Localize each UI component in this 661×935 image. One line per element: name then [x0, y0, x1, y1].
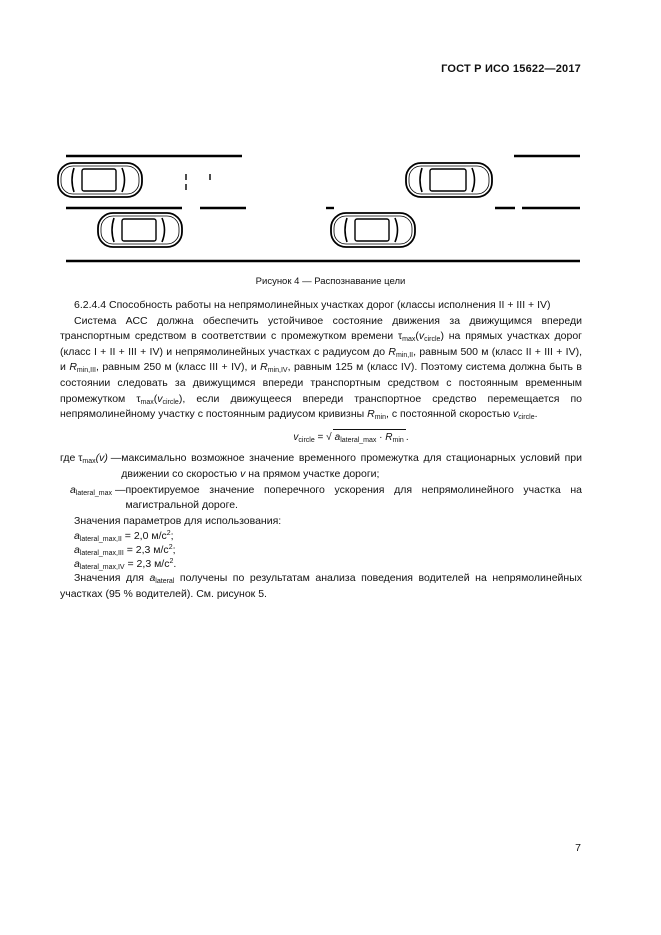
sqrt-content: $a_{lateral\_max} \cdot R_{min}$ [333, 429, 406, 446]
definition-tau-max: где $\tau_{max}(v)$ — максимально возможное значение временного промежутка для стационарных условий при движении со скоростью v на прямом участке дороги; [60, 452, 582, 480]
car-icon-top-right [406, 163, 492, 197]
car-icon-top-left [58, 163, 142, 197]
paragraph-acc-requirements: Система АСС должна обеспечить устойчивое состояние движения за движущимся впереди транспортным средством в соответствии с промежутком времени $\tau_{max}(v_{circle})$ на прямых участках дорог (класс I + II + III + IV) и непрямолинейных участках с радиусом до $R_{min,II}$, равным 500 м (класс II + III + IV), и $R_{min,III}$, равным 250 м (класс III + IV), и $R_{min,IV}$, равным 125 м (класс IV). Поэтому система должна быть в состоянии следовать за движущимся впереди транспортным средством с постоянным временным промежутком $\tau_{max}(v_{circle})$, если движущееся впереди транспортное средство перемещается по непрямолинейному участку с постоянным радиусом кривизны $R_{min}$, с постоянной скоростью $v_{circle}$. [60, 314, 583, 422]
target-recognition-figure [0, 140, 661, 270]
closing-paragraph: Значения для $a_{lateral}$ получены по результатам анализа поведения водителей на непрямолинейных участках (95 % водителей). См. рисунок 5. [60, 572, 583, 600]
car-icon-bottom-left [98, 213, 182, 247]
section-body [60, 298, 582, 603]
car-icon-bottom-middle [331, 213, 415, 247]
value-a-lateral-IV: $a_{lateral\_max,IV} = 2,3$ $м/с^2$. [74, 558, 177, 572]
page-number: 7 [575, 842, 581, 854]
standard-header: ГОСТ Р ИСО 15622—2017 [441, 63, 581, 75]
definition-a-lateral-max: $a_{lateral\_max}$ — проектируемое значение поперечного ускорения для непрямолинейного участка на магистральной дороге. [70, 483, 582, 512]
figure-caption: Рисунок 4 — Распознавание цели [255, 276, 406, 287]
values-title: Значения параметров для использования: [74, 514, 282, 527]
sqrt-sign: √ [326, 431, 332, 443]
value-a-lateral-III: $a_{lateral\_max,III} = 2,3$ $м/с^2$; [74, 544, 176, 558]
section-title: 6.2.4.4 Способность работы на непрямолинейных участках дорог (классы исполнения II + III + IV) [74, 299, 551, 311]
formula-v-circle: $v_{circle}$ = √ $a_{lateral\_max} \cdot R_{min}$ . [120, 429, 582, 446]
value-a-lateral-II: $a_{lateral\_max,II} = 2,0$ $м/с^2$; [74, 530, 174, 544]
